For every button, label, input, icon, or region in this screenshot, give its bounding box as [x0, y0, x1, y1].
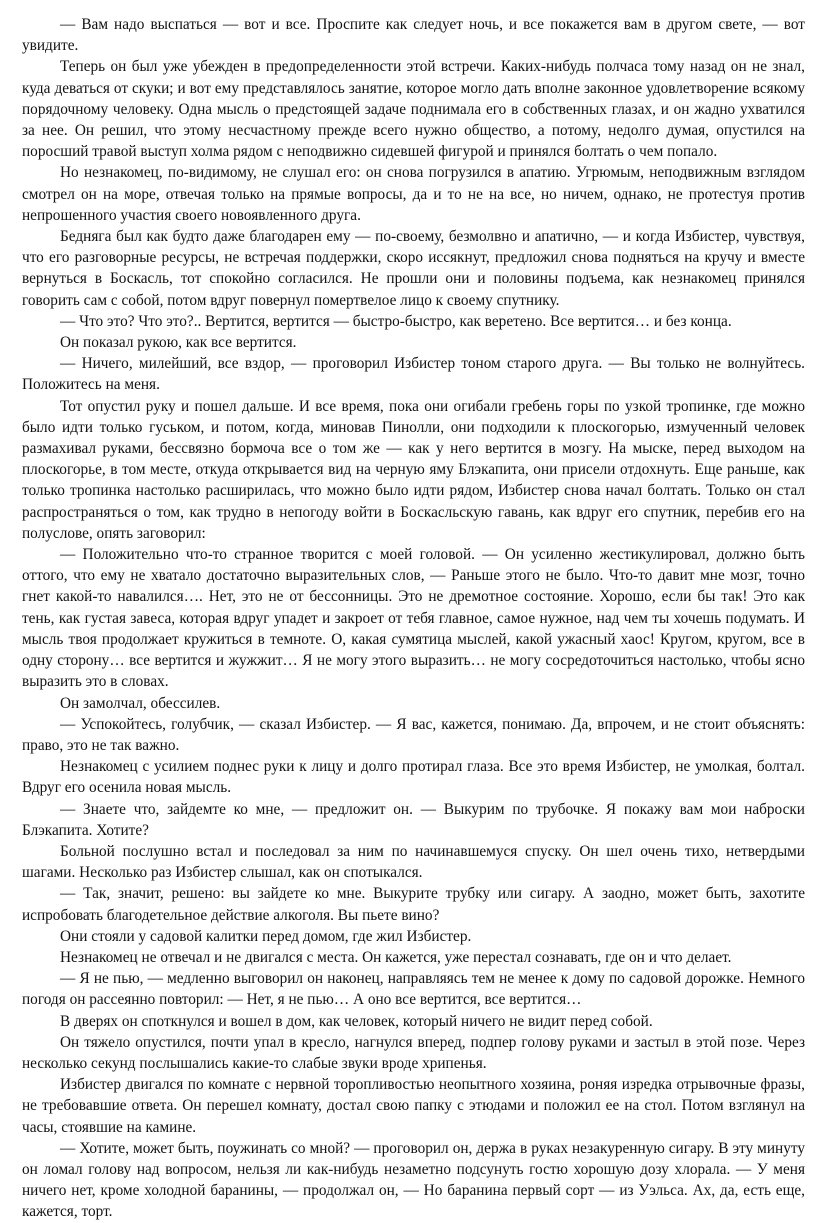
paragraph: — Я не пью, — медленно выговорил он наконец, направляясь тем не менее к дому по садовой дорожке. Немного погодя он рассеянно повторил: — Нет, я не пью… А оно все вертится, все вертится…	[22, 970, 805, 1009]
paragraph: — Успокойтесь, голубчик, — сказал Избистер. — Я вас, кажется, понимаю. Да, впрочем, и не стоит объяснять: право, это не так важно.	[22, 715, 805, 754]
paragraph: В дверях он споткнулся и вошел в дом, как человек, который ничего не видит перед собой.	[60, 1012, 653, 1030]
paragraph: Тот опустил руку и пошел дальше. И все время, пока они огибали гребень горы по узкой тропинке, где можно было идти только гуськом, и потом, когда, миновав Пинолли, они подходили к плоскогорью, измученный человек размахивал руками, бессвязно бормоча все о том же — как у него вертится в мозгу. На мыске, перед выходом на плоскогорье, в том месте, откуда открывается вид на черную яму Блэкапита, они присели отдохнуть. Еще раньше, как только тропинка настолько расширилась, что можно было идти рядом, Избистер снова начал болтать. Только он стал распространяться о том, как трудно в непогоду войти в Боскасльскую гавань, как вдруг его спутник, перебив его на полуслове, опять заговорил:	[22, 397, 805, 542]
paragraph: — Так, значит, решено: вы зайдете ко мне. Выкурите трубку или сигару. А заодно, может быть, захотите испробовать благодетельное действие алкоголя. Вы пьете вино?	[22, 885, 805, 924]
paragraph: Незнакомец не отвечал и не двигался с места. Он кажется, уже перестал сознавать, где он и что делает.	[60, 948, 732, 966]
paragraph: Но незнакомец, по-видимому, не слушал его: он снова погрузился в апатию. Угрюмым, неподвижным взглядом смотрел он на море, отвечая только на прямые вопросы, да и то не на все, но ничем, однако, не протестуя против непрошенного участия своего новоявленного друга.	[22, 164, 805, 224]
paragraph: Теперь он был уже убежден в предопределенности этой встречи. Каких-нибудь полчаса тому назад он не знал, куда деваться от скуки; и вот ему представлялось занятие, которое могло дать вполне законное удовлетворение всякому порядочному человеку. Одна мысль о предстоящей задаче поднимала его в собственных глазах, и он жадно ухватился за нее. Он решил, что этому несчастному прежде всего нужно общество, а потому, недолго думая, опустился на поросший травой выступ холма рядом с неподвижно сидевшей фигурой и принялся болтать о чем попало.	[22, 58, 805, 161]
paragraph: Незнакомец с усилием поднес руки к лицу и долго протирал глаза. Все это время Избистер, не умолкая, болтал. Вдруг его осенила новая мысль.	[22, 758, 805, 797]
paragraph: Он замолчал, обессилев.	[60, 694, 221, 712]
book-page	[22, 14, 805, 1223]
paragraph: — Положительно что-то странное творится с моей головой. — Он усиленно жестикулировал, должно быть оттого, что ему не хватало достаточно выразительных слов, — Раньше этого не было. Что-то давит мне мозг, точно гнет какой-то навалился…. Нет, это не от бессонницы. Это не дремотное состояние. Хорошо, если бы так! Это как тень, как густая завеса, которая вдруг упадет и закроет от тебя главное, самое нужное, над чем ты хочешь подумать. И мысль твоя продолжает кружиться в темноте. О, какая сумятица мыслей, какой ужасный хаос! Кругом, кругом, все в одну сторону… все вертится и жужжит… Я не могу этого выразить… не могу сосредоточиться настолько, чтобы ясно выразить это в словах.	[22, 546, 805, 691]
paragraph: Они стояли у садовой калитки перед домом, где жил Избистер.	[60, 927, 472, 945]
paragraph: — Знаете что, зайдемте ко мне, — предложит он. — Выкурим по трубочке. Я покажу вам мои наброски Блэкапита. Хотите?	[22, 800, 805, 839]
paragraph: — Хотите, может быть, поужинать со мной? — проговорил он, держа в руках незакуренную сигару. В эту минуту он ломал голову над вопросом, нельзя ли как-нибудь незаметно подсунуть гостю хорошую дозу хлорала. — У меня ничего нет, кроме холодной баранины, — продолжал он, — Но баранина первый сорт — из Уэльса. Ах, да, есть еще, кажется, торт.	[22, 1139, 805, 1221]
paragraph: Больной послушно встал и последовал за ним по начинавшемуся спуску. Он шел очень тихо, нетвердыми шагами. Несколько раз Избистер слышал, как он спотыкался.	[22, 842, 805, 882]
paragraph: — Вам надо выспаться — вот и все. Проспите как следует ночь, и все покажется вам в другом свете, — вот увидите.	[22, 16, 805, 55]
paragraph: Избистер двигался по комнате с нервной торопливостью неопытного хозяина, роняя изредка отрывочные фразы, не требовавшие ответа. Он перешел комнату, достал свою папку с этюдами и положил ее на стол. Потом взглянул на часы, стоявшие на камине.	[22, 1076, 805, 1136]
paragraph: Бедняга был как будто даже благодарен ему — по-своему, безмолвно и апатично, — и когда Избистер, чувствуя, что его разговорные ресурсы, не встречая поддержки, скоро иссякнут, предложил снова подняться на кручу и вместе вернуться в Боскасль, тот спокойно согласился. Не прошли они и половины подъема, как незнакомец принялся говорить сам с собой, потом вдруг повернул помертвелое лицо к своему спутнику.	[22, 228, 805, 309]
paragraph: — Ничего, милейший, все вздор, — проговорил Избистер тоном старого друга. — Вы только не волнуйтесь. Положитесь на меня.	[22, 355, 805, 394]
paragraph: Он показал рукою, как все вертится.	[60, 334, 297, 352]
paragraph: — Что это? Что это?.. Вертится, вертится — быстро-быстро, как веретено. Все вертится… и без конца.	[60, 312, 732, 330]
paragraph: Он тяжело опустился, почти упал в кресло, нагнулся вперед, подпер голову руками и застыл в этой позе. Через несколько секунд послышались какие-то слабые звуки вроде хрипенья.	[22, 1033, 805, 1072]
